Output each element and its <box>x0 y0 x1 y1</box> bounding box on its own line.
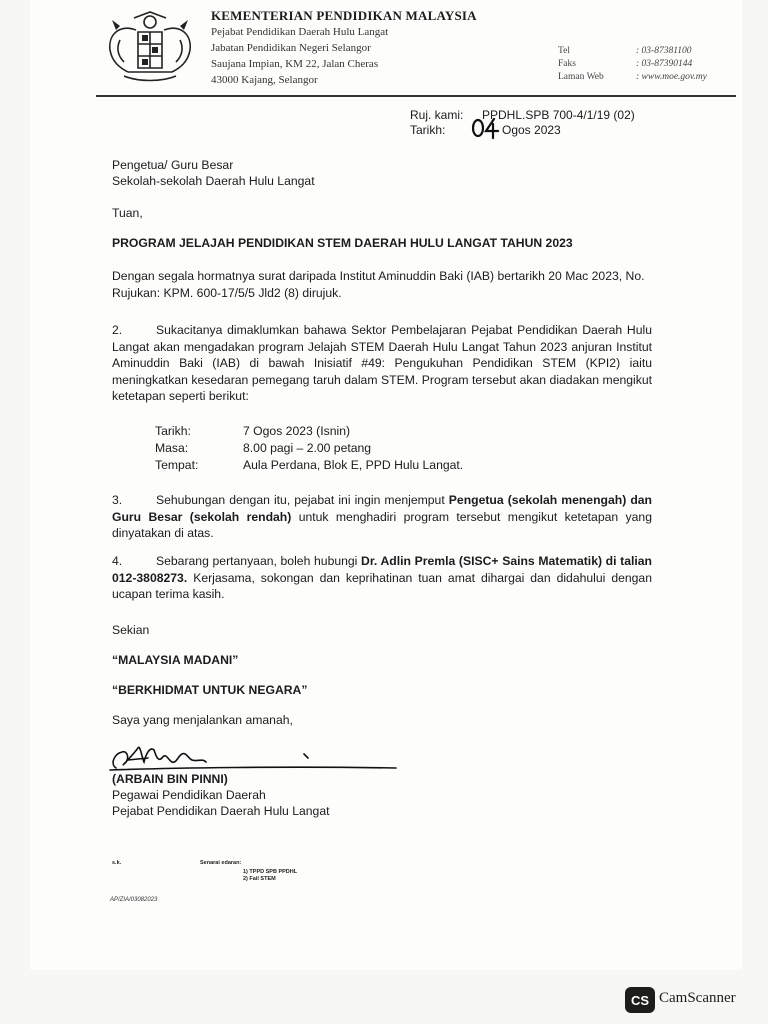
schedule-venue-label: Tempat: <box>155 458 199 472</box>
paragraph-number: 2. <box>112 323 123 337</box>
distribution-item-1: 1) TPPD SPB PPDHL <box>243 869 298 875</box>
address-line-2: 43000 Kajang, Selangor <box>211 74 318 86</box>
distribution-label: Senarai edaran: <box>200 860 242 866</box>
schedule-venue-value: Aula Perdana, Blok E, PPD Hulu Langat. <box>243 458 464 472</box>
camscanner-brand: CamScanner <box>659 990 736 1006</box>
tel-label: Tel <box>558 46 570 56</box>
paragraph-text-pre: Sebarang pertanyaan, boleh hubungi <box>156 554 362 568</box>
address-line-1: Saujana Impian, KM 22, Jalan Cheras <box>211 58 379 70</box>
reference-label: Ruj. kami: <box>410 108 464 122</box>
contact-bold: Dr. Adlin Premla (SISC+ Sains Matematik) di talian 012-3808273. <box>112 554 652 585</box>
closing-sekian: Sekian <box>112 623 150 637</box>
handwritten-day <box>470 116 500 140</box>
paragraph-number: 3. <box>112 493 123 507</box>
signatory-office: Pejabat Pendidikan Daerah Hulu Langat <box>112 804 330 818</box>
date-value: Ogos 2023 <box>502 123 561 137</box>
signatory-name: (ARBAIN BIN PINNI) <box>112 772 228 786</box>
distribution-item-2: 2) Fail STEM <box>243 876 276 882</box>
paragraph-text: Sukacitanya dimaklumkan bahawa Sektor Pembelajaran Pejabat Pendidikan Daerah Hulu Langat akan mengadakan program Jelajah STEM Daerah Hulu Langat Tahun 2023 anjuran Institut Aminuddin Baki (IAB) di bawah Inisiatif #49: Pengukuhan Pendidikan STEM (KPI2) iaitu meningkatkan kesedaran pemegang taruh dalam STEM. Program tersebut akan diadakan mengikut ketetapan seperti berikut: <box>112 323 652 403</box>
web-label: Laman Web <box>558 72 604 82</box>
schedule-time-label: Masa: <box>155 441 189 455</box>
letterhead-divider <box>96 95 736 97</box>
office-name: Pejabat Pendidikan Daerah Hulu Langat <box>211 26 389 38</box>
coat-of-arms-emblem <box>98 10 202 90</box>
letter-page <box>30 0 742 970</box>
ministry-name: KEMENTERIAN PENDIDIKAN MALAYSIA <box>211 8 477 23</box>
department-name: Jabatan Pendidikan Negeri Selangor <box>211 42 371 54</box>
salutation: Tuan, <box>112 206 143 220</box>
invitees-bold: Pengetua (sekolah menengah) dan Guru Besar (sekolah rendah) <box>112 493 652 524</box>
schedule-date-label: Tarikh: <box>155 424 191 438</box>
paragraph-text-post: Kerjasama, sokongan dan keprihatinan tuan amat dihargai dan didahului dengan ucapan terima kasih. <box>112 570 652 601</box>
signatory-title: Pegawai Pendidikan Daerah <box>112 788 266 802</box>
reference-value: PPDHL.SPB 700-4/1/19 (02) <box>482 108 635 122</box>
fax-label: Faks <box>558 59 576 69</box>
fax-value: : 03-87390144 <box>636 59 693 69</box>
date-label: Tarikh: <box>410 123 446 137</box>
paragraph-number: 4. <box>112 554 123 568</box>
web-value: : www.moe.gov.my <box>636 72 707 82</box>
recipient-line-2: Sekolah-sekolah Daerah Hulu Langat <box>112 174 315 188</box>
tel-value: : 03-87381100 <box>636 46 692 56</box>
schedule-time-value: 8.00 pagi – 2.00 petang <box>243 441 372 455</box>
recipient-line-1: Pengetua/ Guru Besar <box>112 158 234 172</box>
paragraph-1: Dengan segala hormatnya surat daripada Institut Aminuddin Baki (IAB) bertarikh 20 Mac 2023, No. Rujukan: KPM. 600-17/5/5 Jld2 (8) dirujuk. <box>112 269 645 300</box>
file-code: AP/ZIA/03082023 <box>110 897 158 903</box>
letter-subject: PROGRAM JELAJAH PENDIDIKAN STEM DAERAH HULU LANGAT TAHUN 2023 <box>112 236 573 250</box>
paragraph-text-pre: Sehubungan dengan itu, pejabat ini ingin menjemput <box>156 493 449 507</box>
paragraph-text-post: untuk menghadiri program tersebut mengikut ketetapan yang dinyatakan di atas. <box>112 509 652 540</box>
paragraph-4 <box>112 553 652 603</box>
paragraph-2 <box>112 322 652 405</box>
paragraph-3 <box>112 492 652 542</box>
camscanner-logo-icon: CS <box>625 987 655 1013</box>
closing-amanah: Saya yang menjalankan amanah, <box>112 713 293 727</box>
motto-berkhidmat: “BERKHIDMAT UNTUK NEGARA” <box>112 683 308 697</box>
sk-label: s.k. <box>112 860 122 866</box>
schedule-date-value: 7 Ogos 2023 (Isnin) <box>243 424 351 438</box>
motto-malaysia-madani: “MALAYSIA MADANI” <box>112 653 239 667</box>
